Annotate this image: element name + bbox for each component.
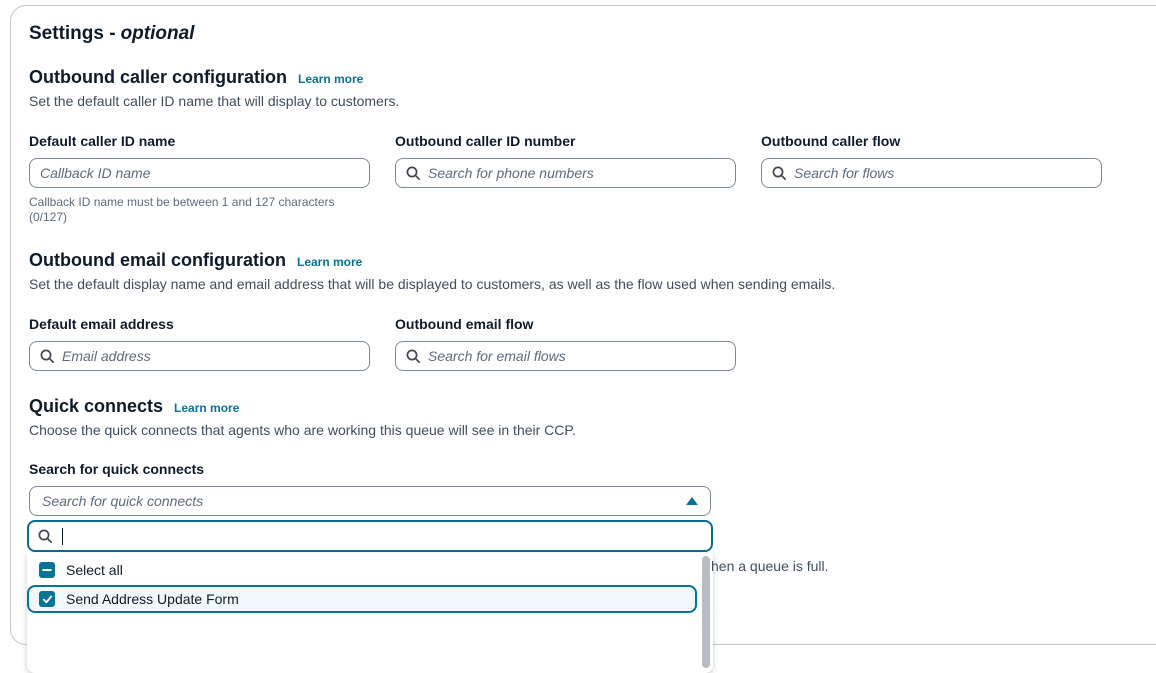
outbound-caller-learn-more-link[interactable]: Learn more (298, 72, 364, 86)
outbound-caller-heading: Outbound caller configuration (29, 67, 287, 87)
outbound-caller-flow-label: Outbound caller flow (761, 133, 901, 149)
quick-connects-description: Choose the quick connects that agents who are working this queue will see in their CCP. (29, 422, 576, 438)
option-select-all[interactable] (27, 556, 697, 584)
outbound-caller-id-number-field (395, 132, 736, 225)
outbound-email-flow-field (395, 315, 736, 371)
option-label: Select all (66, 562, 123, 578)
quick-connects-dropdown-trigger[interactable] (29, 486, 711, 516)
default-email-address-label: Default email address (29, 316, 174, 332)
option-send-address-update-form[interactable] (27, 585, 697, 613)
default-email-address-field (29, 315, 370, 371)
outbound-caller-id-number-label: Outbound caller ID number (395, 133, 576, 149)
quick-connects-filter-input[interactable] (27, 520, 713, 552)
search-icon (37, 528, 53, 544)
outbound-email-flow-label: Outbound email flow (395, 316, 534, 332)
quick-connects-heading: Quick connects (29, 396, 164, 416)
default-caller-id-name-input[interactable] (29, 158, 370, 188)
page-title-prefix: Settings - (29, 23, 116, 44)
quick-connects-filter-text[interactable] (63, 522, 703, 550)
quick-connects-dropdown-panel (27, 553, 713, 673)
outbound-email-learn-more-link[interactable]: Learn more (296, 255, 363, 269)
caret-up-icon (686, 497, 698, 505)
checkbox-checked-icon[interactable] (39, 591, 55, 607)
outbound-email-description: Set the default display name and email address that will be displayed to customers, as well as the flow used when sending emails. (29, 276, 836, 292)
quick-connects-search-label: Search for quick connects (29, 461, 205, 477)
page-title-optional: optional (120, 23, 195, 44)
outbound-caller-description: Set the default caller ID name that will display to customers. (29, 93, 400, 109)
outbound-email-flow-input[interactable] (395, 341, 736, 371)
caller-id-helper-line-1: Callback ID name must be between 1 and 127 characters (29, 195, 335, 209)
dropdown-scrollbar[interactable] (702, 556, 710, 668)
obscured-background-text: hen a queue is full. (711, 558, 829, 574)
default-caller-id-name-label: Default caller ID name (29, 133, 176, 149)
page-title (29, 23, 1156, 45)
checkbox-indeterminate-icon[interactable] (39, 562, 55, 578)
default-caller-id-name-field (29, 132, 370, 225)
outbound-caller-id-number-input[interactable] (395, 158, 736, 188)
option-label: Send Address Update Form (66, 591, 239, 607)
quick-connects-learn-more-link[interactable]: Learn more (174, 401, 240, 415)
dropdown-trigger-placeholder: Search for quick connects (42, 493, 204, 509)
settings-card (10, 5, 1156, 645)
outbound-caller-flow-field (761, 132, 1102, 225)
outbound-caller-flow-input[interactable] (761, 158, 1102, 188)
outbound-email-heading: Outbound email configuration (29, 250, 286, 270)
default-email-address-input[interactable] (29, 341, 370, 371)
caller-id-helper-line-2: (0/127) (29, 210, 68, 224)
